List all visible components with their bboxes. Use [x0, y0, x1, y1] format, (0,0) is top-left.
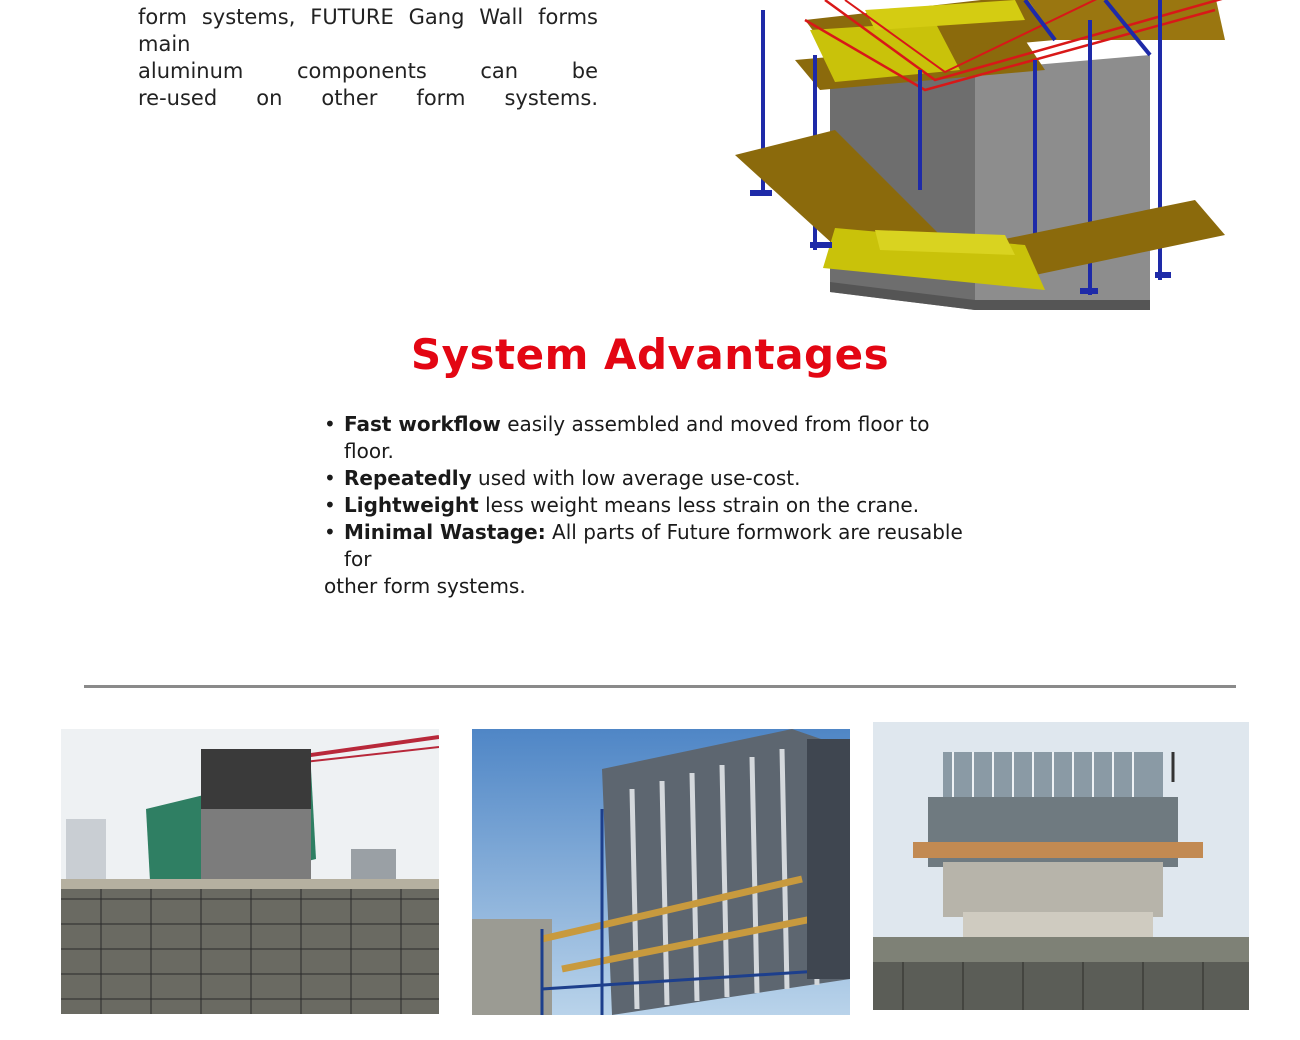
section-title: System Advantages: [410, 330, 890, 379]
list-item: [324, 519, 964, 600]
item-text-continuation: other form systems.: [324, 574, 526, 598]
item-text: All parts of Future formwork are reusable for: [344, 520, 963, 571]
item-text: easily assembled and moved from floor to floor.: [344, 412, 930, 463]
list-item: [324, 492, 964, 519]
construction-photo-tower-core: [873, 722, 1249, 1010]
item-text: used with low average use-cost.: [471, 466, 801, 490]
advantages-list: [324, 411, 964, 600]
construction-photo-crane: [61, 729, 439, 1014]
item-text: less weight means less strain on the crane.: [478, 493, 920, 517]
intro-paragraph: [138, 4, 598, 112]
item-keyword: Lightweight: [344, 493, 479, 517]
divider: [84, 685, 1236, 688]
intro-line: form systems, FUTURE Gang Wall forms main: [138, 5, 598, 56]
item-keyword: Minimal Wastage:: [344, 520, 546, 544]
formwork-illustration: [725, 0, 1235, 315]
list-item: [324, 465, 964, 492]
intro-line: re-used on other form systems.: [138, 86, 598, 110]
intro-line: aluminum components can be: [138, 59, 598, 83]
list-item: [324, 411, 964, 465]
item-keyword: Repeatedly: [344, 466, 472, 490]
item-keyword: Fast workflow: [344, 412, 501, 436]
construction-photo-formwork: [472, 729, 850, 1015]
